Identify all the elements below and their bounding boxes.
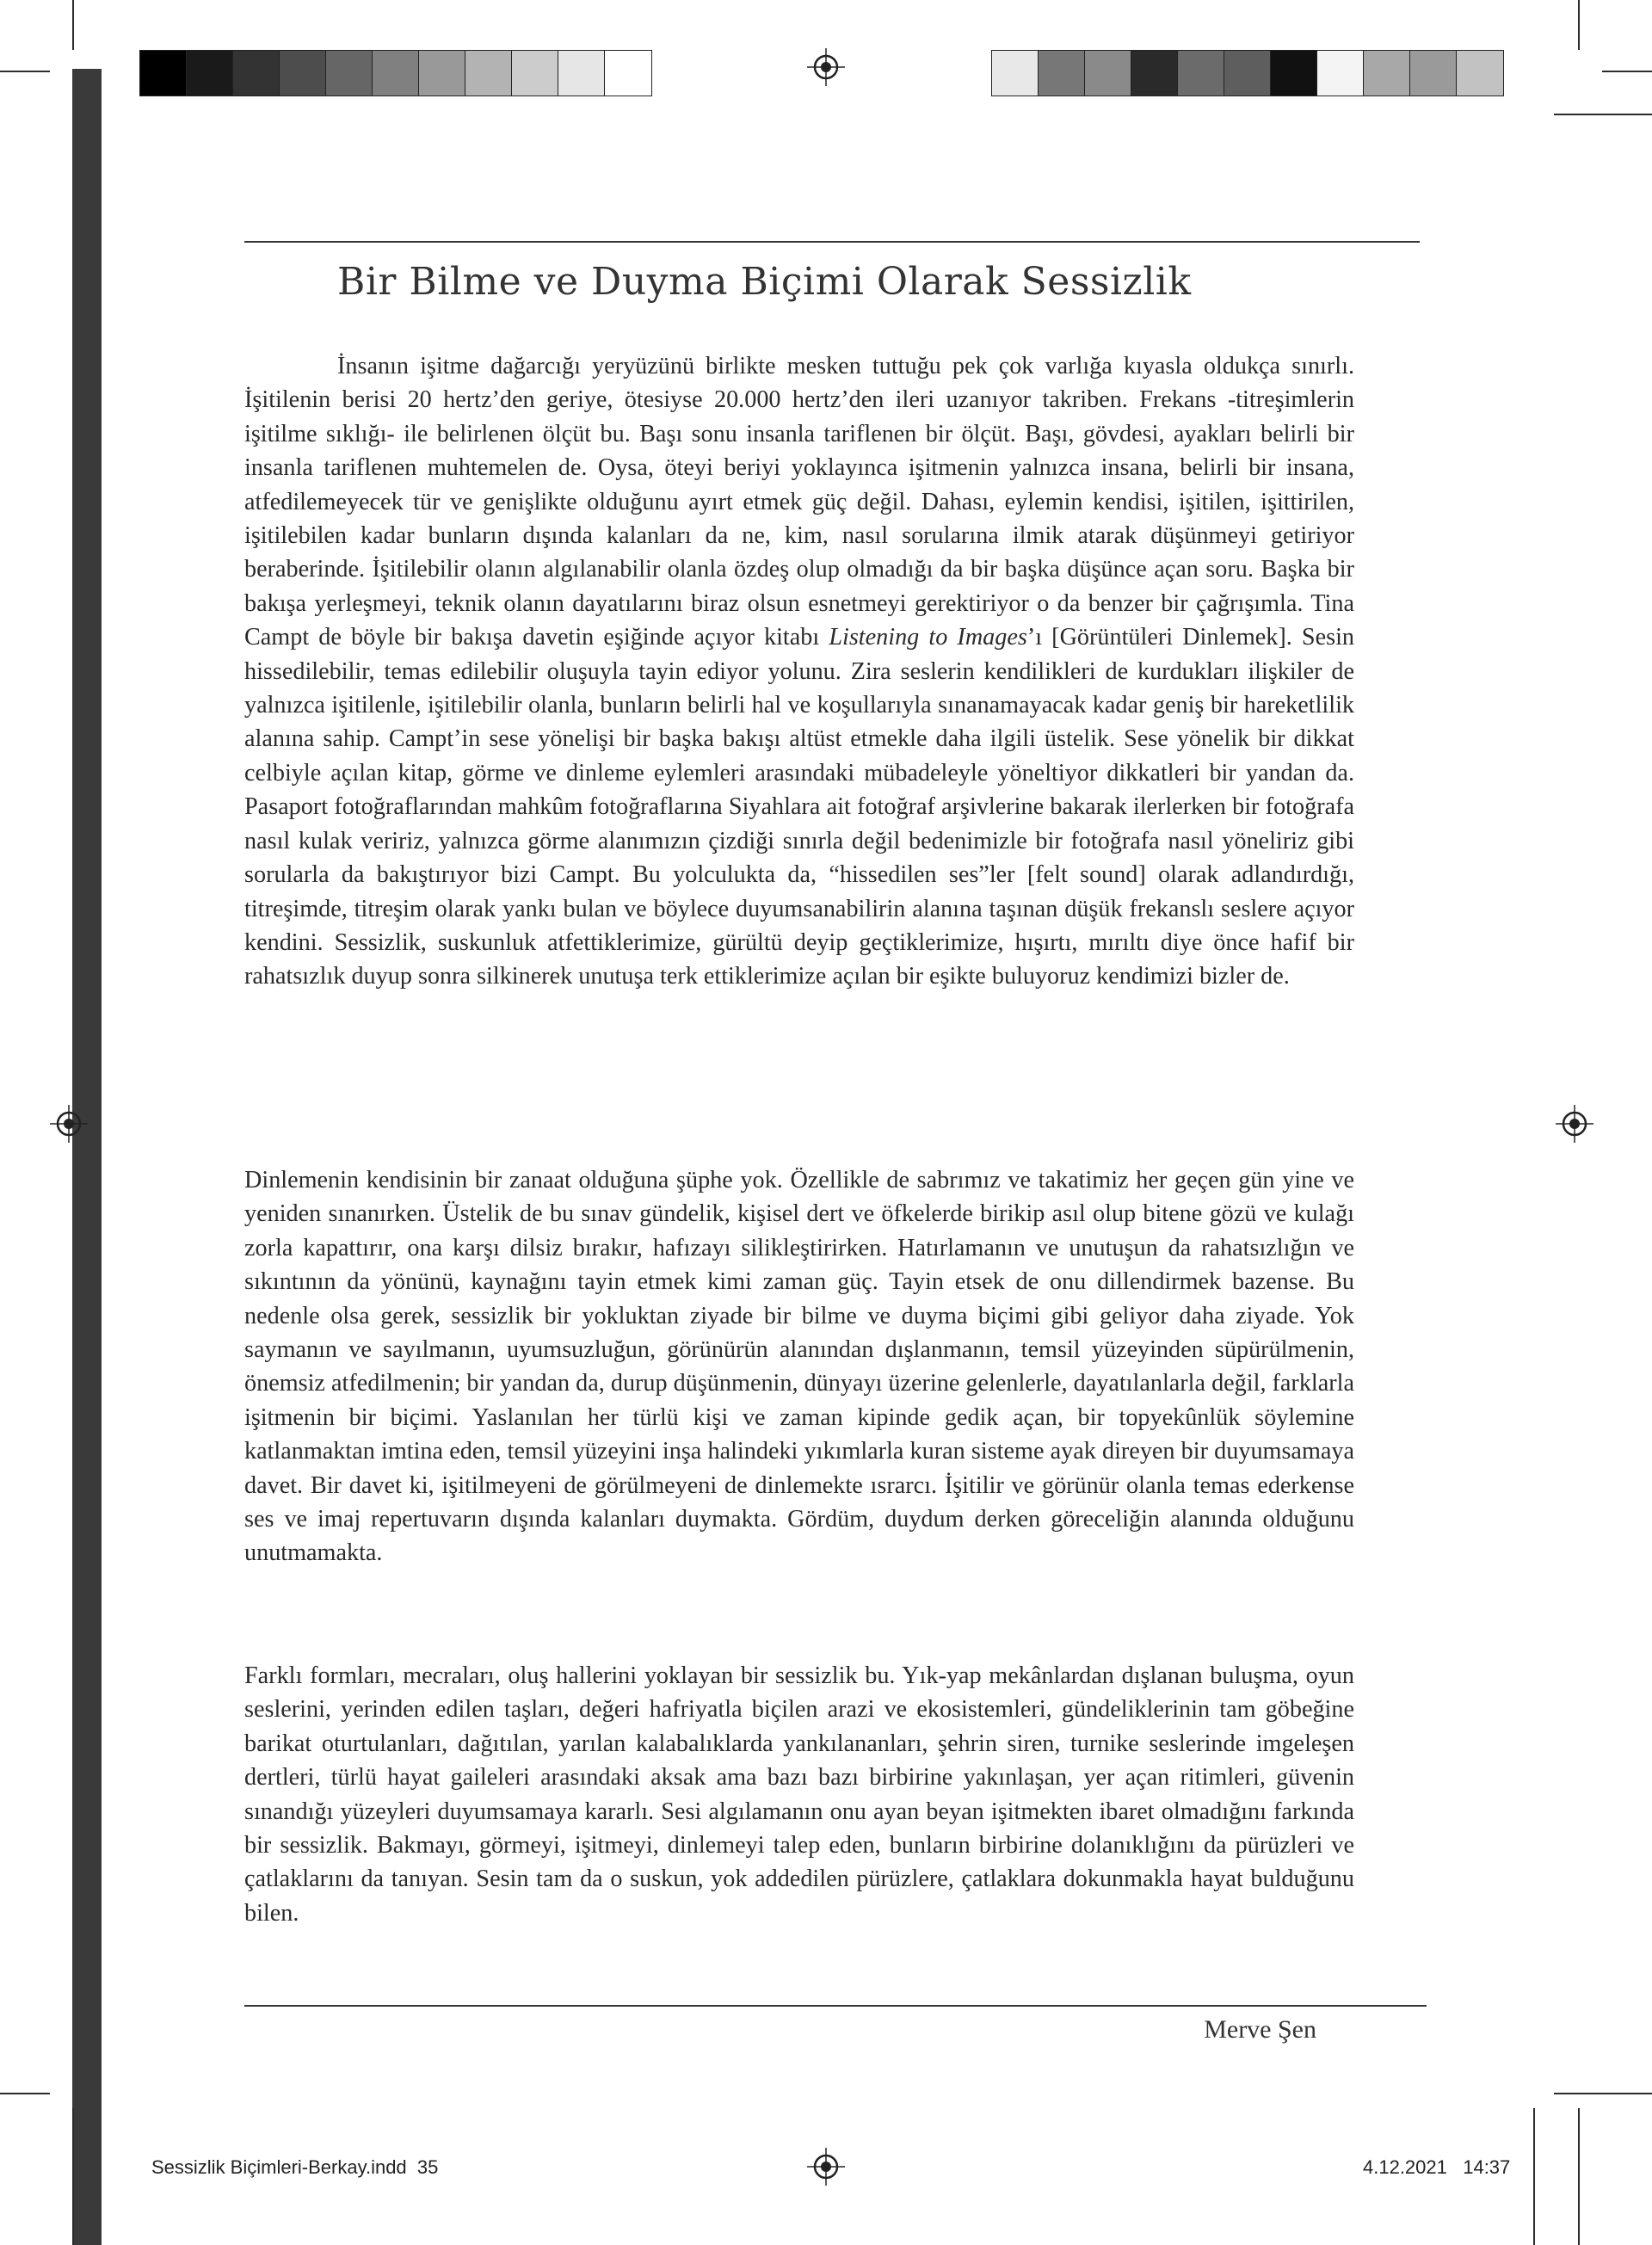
color-swatch [465, 51, 512, 96]
crop-mark-bottom-right-h [1554, 2093, 1652, 2094]
slug-page-number: 35 [416, 2156, 439, 2178]
registration-mark-icon [1556, 1105, 1593, 1143]
slug-date: 4.12.2021 [1363, 2156, 1447, 2178]
crop-mark-bottom-right-v [1578, 2108, 1580, 2245]
color-swatch [1317, 51, 1364, 96]
slug-time: 14:37 [1463, 2156, 1511, 2178]
color-swatch [605, 51, 651, 96]
color-swatch [1085, 51, 1131, 96]
crop-mark-bottom-left-v [72, 2108, 74, 2245]
color-swatch [1364, 51, 1410, 96]
crop-mark-top-left-v [72, 0, 74, 50]
color-swatch [280, 51, 326, 96]
color-swatch [1131, 51, 1178, 96]
grayscale-color-bar-right [991, 50, 1504, 96]
crop-mark-bottom-left-h [0, 2093, 50, 2094]
color-swatch [1178, 51, 1224, 96]
color-swatch [1039, 51, 1085, 96]
printer-bleed-bar [72, 69, 102, 2245]
paragraph-text: ’ı [Görüntüleri Dinlemek]. Sesin hissedilebilir, temas edilebilir oluşuyla tayin ediyor yolunu. Zira seslerin kendilikleri de kurdukları ilişkiler de yalnızca işitilenle, işitilebilir olanla, bunların belirli hal ve koşullarıyla sınanamayacak kadar geniş bir hareketlilik alanına sahip. Campt’in sese yönelişi bir başka bakışı altüst etmekle daha ilgili üstelik. Sese yönelik bir dikkat celbiyle açılan kitap, görme ve dinleme eylemleri arasındaki mübadeleyle yöneltiyor dikkatleri bir yandan da. Pasaport fotoğraflarından mahkûm fotoğraflarına Siyahlara ait fotoğraf arşivlerine bakarak ilerlerken bir fotoğrafa nasıl kulak veririz, yalnızca görme alanımızın çizdiği sınırla değil bedenimizle bir fotoğrafa nasıl yöneliriz gibi sorularla da bakıştırıyor bizi Campt. Bu yolculukta da, “hissedilen ses”ler [felt sound] olarak adlandırdığı, titreşimde, titreşim olarak yankı bulan ve böylece duyumsanabilirin alanına taşınan düşük frekanslı seslere açıyor kendini. Sessizlik, suskunluk atfettiklerimize, gürültü deyip geçtiklerimize, hışırtı, mırıltı diye önce hafif bir rahatsızlık duyup sonra silkinerek unutuşa terk ettiklerimize açılan bir eşikte buluyoruz kendimizi bizler de. [244, 624, 1354, 990]
crop-mark-bottom-right-v2 [1533, 2108, 1535, 2245]
color-swatch [1271, 51, 1317, 96]
color-swatch [187, 51, 233, 96]
registration-mark-icon [50, 1105, 88, 1143]
body-paragraph [244, 349, 1354, 994]
crop-mark-top-right-v [1578, 0, 1580, 50]
registration-mark-icon [807, 48, 845, 86]
color-swatch [992, 51, 1039, 96]
body-paragraph: Farklı formları, mecraları, oluş hallerini yoklayan bir sessizlik bu. Yık-yap mekânlardan dışlanan buluşma, oyun seslerini, yerinden edilen taşları, değeri hafriyatla biçilen arazi ve ekosistemleri, gündeliklerinin tam göbeğine barikat oturtulanları, dağıtılan, yarılan kalabalıklarda yankılananları, şehrin siren, turnike seslerinde imgeleşen dertleri, türlü hayat gaileleri arasındaki aksak ama bazı bazı birbirine yakınlaşan, yer açan ritimleri, güvenin sınandığı yüzeyleri duyumsamaya kararlı. Sesi algılamanın onu ayan beyan işitmekten ibaret olmadığını farkında bir sessizlik. Bakmayı, görmeyi, işitmeyi, dinlemeyi talep eden, bunların birbirine dolanıklığını da pürüzleri ve çatlaklarını da tanıyan. Sesin tam da o suskun, yok addedilen pürüzlere, çatlaklara dokunmakla hayat bulduğunu bilen. [244, 1662, 1354, 1927]
top-rule [244, 241, 1420, 243]
color-swatch [326, 51, 373, 96]
registration-mark-icon [807, 2148, 845, 2186]
color-swatch [512, 51, 558, 96]
color-swatch [419, 51, 465, 96]
color-swatch [1410, 51, 1457, 96]
article-title: Bir Bilme ve Duyma Biçimi Olarak Sessizlik [337, 260, 1192, 304]
color-swatch [1457, 51, 1503, 96]
color-swatch [373, 51, 419, 96]
book-title: Listening to Images [829, 624, 1027, 651]
crop-mark-top-right-h [1602, 71, 1652, 72]
slug-datetime [1363, 2156, 1510, 2179]
crop-mark-top-left-h [0, 71, 50, 72]
crop-mark-top-right-h2 [1554, 114, 1652, 115]
color-swatch [140, 51, 187, 96]
color-swatch [1224, 51, 1271, 96]
slug-filename [151, 2156, 438, 2179]
color-swatch [558, 51, 605, 96]
body-paragraph: Dinlemenin kendisinin bir zanaat olduğuna şüphe yok. Özellikle de sabrımız ve takatimiz her geçen gün yine ve yeniden sınanırken. Üstelik de bu sınav gündelik, kişisel dert ve öfkelerde birikip asıl olup bitene gözü ve kulağı zorla kapattırır, ona karşı dilsiz bırakır, hafızayı silikleştirirken. Hatırlamanın ve unutuşun da rahatsızlığın ve sıkıntının da yönünü, kaynağını tayin etmek kimi zaman güç. Tayin etsek de onu dillendirmek bazense. Bu nedenle olsa gerek, sessizlik bir yokluktan ziyade bir bilme ve duyma biçimi gibi geliyor daha ziyade. Yok saymanın ve sayılmanın, uyumsuzluğun, görünürün alanından dışlanmanın, temsil yüzeyinden süpürülmenin, önemsiz atfedilmenin; bir yandan da, durup düşünmenin, dünyayı üzerine gelenlerle, dayatılanlarla değil, farklarla işitmenin bir biçimi. Yaslanılan her türlü kişi ve zaman kipinde gedik açan, bir topyekûnlük söylemine katlanmaktan imtina eden, temsil yüzeyini inşa halindeki yıkımlarla kuran sisteme ayak direyen bir duyumsamaya davet. Bir davet ki, işitilmeyeni de görülmeyeni de dinlemekte ısrarcı. İşitilir ve görünür olanla temas ederkense ses ve imaj repertuvarın dışında kalanları duymakta. Gördüm, duydum derken göreceliğin alanında olduğunu unutmamakta. [244, 1167, 1354, 1567]
slug-filename-text: Sessizlik Biçimleri-Berkay.indd [151, 2156, 407, 2178]
paragraph-text: İnsanın işitme dağarcığı yeryüzünü birlikte mesken tuttuğu pek çok varlığa kıyasla oldukça sınırlı. İşitilenin berisi 20 hertz’den geriye, ötesiyse 20.000 hertz’den ileri uzanıyor takriben. Frekans -titreşimlerin işitilme sıklığı- ile belirlenen ölçüt bu. Başı sonu insanla tariflenen bir ölçüt. Başı, gövdesi, ayakları belirli bir insanla tariflenen muhtemelen de. Oysa, öteyi beriyi yoklayınca işitmenin yalnızca insana, belirli bir insana, atfedilemeyecek tür ve genişlikte olduğunu ayırt etmek güç değil. Dahası, eylemin kendisi, işitilen, işittirilen, işitilebilen kadar bunların dışında kalanları da ne, kim, nasıl sorularına ilmik atarak düşünmeyi getiriyor beraberinde. İşitilebilir olanın algılanabilir olanla özdeş olup olmadığı da bir başka düşünce açan soru. Başka bir bakışa yerleşmeyi, teknik olanın dayatılarını biraz olsun esnetmeyi gerektiriyor o da benzer bir çağrışımla. Tina Campt de böyle bir bakışa davetin eşiğinde açıyor kitabı [244, 353, 1354, 651]
bottom-rule [244, 2005, 1427, 2007]
grayscale-color-bar-left [139, 50, 652, 96]
color-swatch [233, 51, 280, 96]
author-signature: Merve Şen [1204, 2015, 1316, 2044]
